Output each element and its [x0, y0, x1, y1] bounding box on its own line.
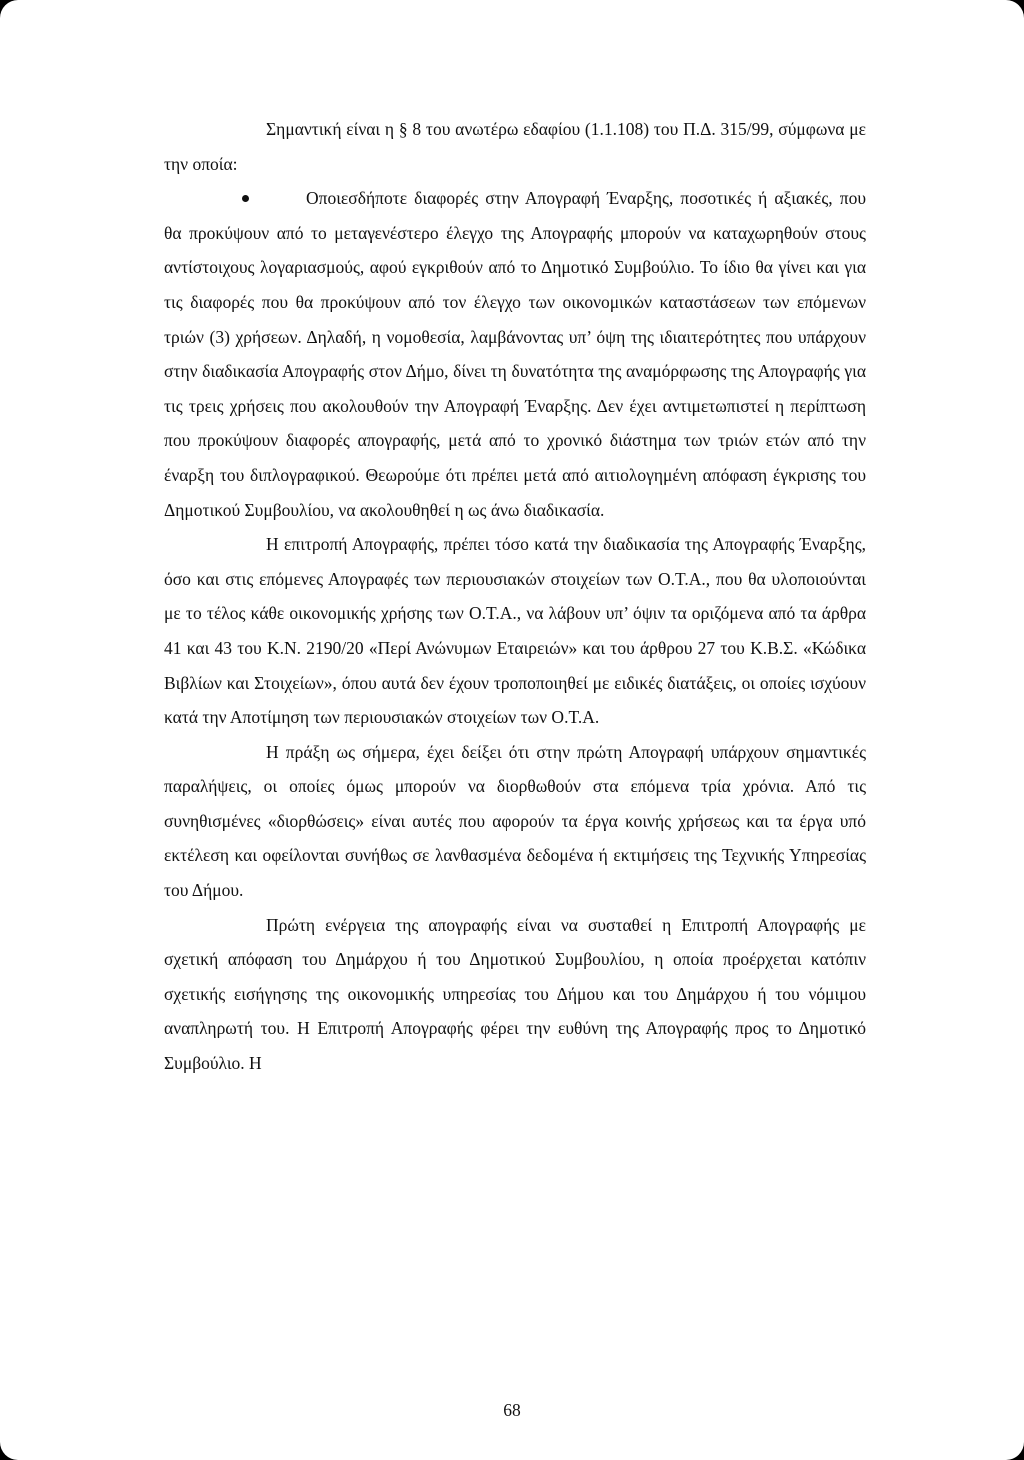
intro-paragraph: Σημαντική είναι η § 8 του ανωτέρω εδαφίου (1.1.108) του Π.Δ. 315/99, σύμφωνα με την οποία:: [164, 119, 866, 174]
body-text: [164, 112, 866, 1081]
bullet-marker: [164, 181, 306, 216]
paragraph-practice: Η πράξη ως σήμερα, έχει δείξει ότι στην πρώτη Απογραφή υπάρχουν σημαντικές παραλήψεις, οι οποίες όμως μπορούν να διορθωθούν στα επόμενα τρία χρόνια. Από τις συνηθισμένες «διορθώσεις» είναι αυτές που αφορούν τα έργα κοινής χρήσεως και τα έργα υπό εκτέλεση και οφείλονται συνήθως σε λανθασμένα δεδομένα ή εκτιμήσεις της Τεχνικής Υπηρεσίας του Δήμου.: [164, 741, 866, 901]
bullet-text: Οποιεσδήποτε διαφορές στην Απογραφή Έναρξης, ποσοτικές ή αξιακές, που θα προκύψουν από το μεταγενέστερο έλεγχο της Απογραφής μπορούν να καταχωρηθούν στους αντίστοιχους λογαριασμούς, αφού εγκριθούν από το Δημοτικό Συμβούλιο. Το ίδιο θα γίνει και για τις διαφορές που θα προκύψουν από τον έλεγχο των οικονομικών καταστάσεων των επόμενων τριών (3) χρήσεων. Δηλαδή, η νομοθεσία, λαμβάνοντας υπ’ όψη της ιδιαιτερότητες που υπάρχουν στην διαδικασία Απογραφής στον Δήμο, δίνει τη δυνατότητα της αναμόρφωσης της Απογραφής για τις τρεις χρήσεις που ακολουθούν την Απογραφή Έναρξης. Δεν έχει αντιμετωπιστεί η περίπτωση που προκύψουν διαφορές απογραφής, μετά από το χρονικό διάστημα των τριών ετών από την έναρξη του διπλογραφικού. Θεωρούμε ότι πρέπει μετά από αιτιολογημένη απόφαση έγκρισης του Δημοτικού Συμβουλίου, να ακολουθηθεί η ως άνω διαδικασία.: [164, 188, 866, 520]
bullet-dot-icon: [242, 195, 249, 202]
page-number: 68: [503, 1400, 521, 1420]
paragraph-first-action: Πρώτη ενέργεια της απογραφής είναι να συσταθεί η Επιτροπή Απογραφής με σχετική απόφαση του Δημάρχου ή του Δημοτικού Συμβουλίου, η οποία προέρχεται κατόπιν σχετικής εισήγησης της οικονομικής υπηρεσίας του Δήμου και του Δημάρχου ή του νόμιμου αναπληρωτή του. Η Επιτροπή Απογραφής φέρει την ευθύνη της Απογραφής προς το Δημοτικό Συμβούλιο. Η: [164, 914, 866, 1074]
paragraph-commission: Η επιτροπή Απογραφής, πρέπει τόσο κατά την διαδικασία της Απογραφής Έναρξης, όσο και στις επόμενες Απογραφές των περιουσιακών στοιχείων των Ο.Τ.Α., που θα υλοποιούνται με το τέλος κάθε οικονομικής χρήσης των Ο.Τ.Α., να λάβουν υπ’ όψιν τα οριζόμενα από τα άρθρα 41 και 43 του Κ.Ν. 2190/20 «Περί Ανώνυμων Εταιρειών» και του άρθρου 27 του Κ.Β.Σ. «Κώδικα Βιβλίων και Στοιχείων», όπου αυτά δεν έχουν τροποποιηθεί με ειδικές διατάξεις, οι οποίες ισχύουν κατά την Αποτίμηση των περιουσιακών στοιχείων των Ο.Τ.Α.: [164, 534, 866, 728]
bullet-paragraph: [164, 181, 866, 527]
